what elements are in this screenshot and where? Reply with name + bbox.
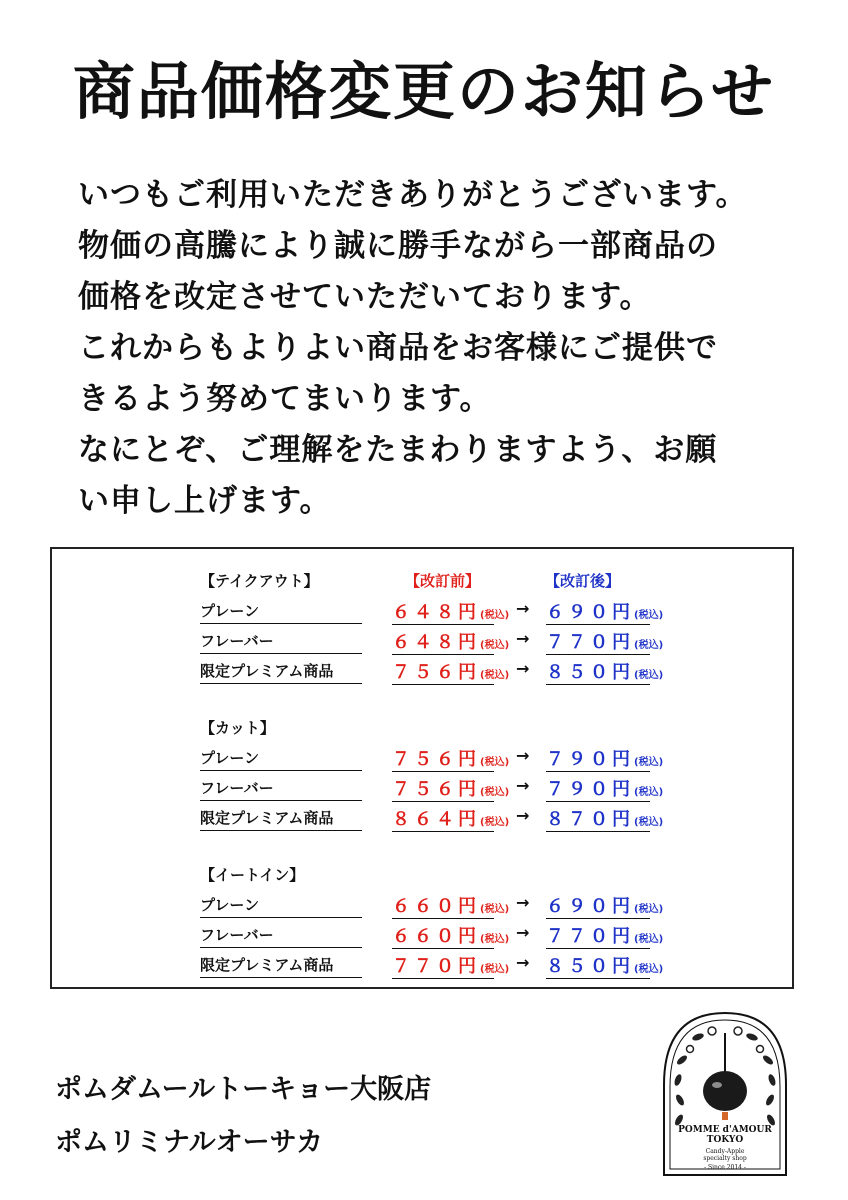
shop-logo [650, 1005, 800, 1183]
price-row [200, 626, 670, 656]
price-row [200, 596, 670, 626]
price-after-value: ７７０円 [546, 926, 634, 947]
price-after-value: ８５０円 [546, 662, 634, 683]
tax-label: (税込) [634, 670, 664, 681]
tax-label: (税込) [634, 787, 664, 798]
price-after [546, 658, 664, 685]
price-before-value: ６４８円 [392, 632, 480, 653]
column-headers [200, 570, 660, 592]
notice-line: これからもよりよい商品をお客様にご提供で [78, 330, 718, 366]
price-before-value: ７５６円 [392, 662, 480, 683]
price-after-value: ７９０円 [546, 779, 634, 800]
price-after [546, 922, 664, 949]
price-row [200, 950, 670, 980]
price-after-value: ８７０円 [546, 809, 634, 830]
tax-label: (税込) [634, 904, 664, 915]
tax-label: (税込) [480, 964, 510, 975]
product-name: プレーン [200, 600, 362, 624]
tax-label: (税込) [480, 817, 510, 828]
store-name-primary: ポムダムールトーキョー大阪店 [55, 1074, 432, 1105]
arrow-right-icon: → [516, 953, 530, 972]
section-header-takeout: 【テイクアウト】 [200, 572, 319, 590]
price-table-box [50, 547, 794, 989]
price-before [392, 745, 510, 772]
price-before [392, 805, 510, 832]
logo-tagline1: Candy-Apple [705, 1148, 745, 1155]
price-section [200, 596, 670, 686]
price-before-value: ７５６円 [392, 749, 480, 770]
arrow-right-icon: → [516, 923, 530, 942]
price-before [392, 922, 510, 949]
arrow-right-icon: → [516, 776, 530, 795]
price-before [392, 628, 510, 655]
tax-label: (税込) [634, 757, 664, 768]
price-row [200, 890, 670, 920]
price-after-value: ６９０円 [546, 602, 634, 623]
arrow-right-icon: → [516, 599, 530, 618]
price-row [200, 773, 670, 803]
notice-line: い申し上げます。 [78, 483, 332, 519]
price-after [546, 628, 664, 655]
tax-label: (税込) [480, 787, 510, 798]
price-after [546, 598, 664, 625]
price-after-value: ８５０円 [546, 956, 634, 977]
tax-label: (税込) [480, 934, 510, 945]
tax-label: (税込) [480, 757, 510, 768]
section-title: 【イートイン】 [200, 866, 305, 884]
product-name: 限定プレミアム商品 [200, 954, 362, 978]
tax-label: (税込) [480, 904, 510, 915]
price-after-value: ６９０円 [546, 896, 634, 917]
price-before [392, 892, 510, 919]
header-before-revision: 【改訂前】 [405, 572, 481, 590]
price-before [392, 598, 510, 625]
price-section [200, 864, 670, 980]
logo-since: - Since 2014 - [704, 1164, 746, 1171]
logo-tagline2: specialty shop [703, 1155, 747, 1162]
price-row [200, 656, 670, 686]
price-row [200, 803, 670, 833]
price-row [200, 743, 670, 773]
tax-label: (税込) [634, 934, 664, 945]
product-name: フレーバー [200, 924, 362, 948]
notice-line: きるよう努めてまいります。 [78, 381, 492, 417]
product-name: プレーン [200, 894, 362, 918]
price-after-value: ７７０円 [546, 632, 634, 653]
price-before-value: ７５６円 [392, 779, 480, 800]
tax-label: (税込) [480, 670, 510, 681]
notice-line: 価格を改定させていただいております。 [78, 279, 652, 315]
product-name: プレーン [200, 747, 362, 771]
price-before-value: ６６０円 [392, 926, 480, 947]
product-name: フレーバー [200, 630, 362, 654]
price-row [200, 920, 670, 950]
product-name: フレーバー [200, 777, 362, 801]
price-after-value: ７９０円 [546, 749, 634, 770]
price-after [546, 805, 664, 832]
price-before [392, 658, 510, 685]
price-section [200, 717, 670, 833]
product-name: 限定プレミアム商品 [200, 660, 362, 684]
price-after [546, 952, 664, 979]
product-name: 限定プレミアム商品 [200, 807, 362, 831]
price-before [392, 952, 510, 979]
price-before-value: ６４８円 [392, 602, 480, 623]
price-before [392, 775, 510, 802]
arrow-right-icon: → [516, 746, 530, 765]
notice-line: なにとぞ、ご理解をたまわりますよう、お願 [78, 432, 718, 468]
arrow-right-icon: → [516, 893, 530, 912]
price-after [546, 892, 664, 919]
price-after [546, 775, 664, 802]
tax-label: (税込) [480, 640, 510, 651]
notice-line: いつもご利用いただきありがとうございます。 [78, 177, 748, 213]
price-before-value: ７７０円 [392, 956, 480, 977]
arrow-right-icon: → [516, 659, 530, 678]
logo-name-line2: TOKYO [706, 1135, 744, 1145]
arrow-right-icon: → [516, 806, 530, 825]
section-title: 【カット】 [200, 719, 275, 737]
notice-body [78, 170, 798, 527]
tax-label: (税込) [634, 817, 664, 828]
header-after-revision: 【改訂後】 [545, 572, 621, 590]
price-after [546, 745, 664, 772]
store-name-secondary: ポムリミナルオーサカ [55, 1127, 324, 1158]
notice-line: 物価の高騰により誠に勝手ながら一部商品の [78, 228, 718, 264]
price-before-value: ６６０円 [392, 896, 480, 917]
tax-label: (税込) [634, 640, 664, 651]
logo-name-line1: POMME d'AMOUR [678, 1125, 772, 1135]
store-names [55, 1063, 431, 1169]
page-title: 商品価格変更のお知らせ [72, 55, 776, 128]
arrow-right-icon: → [516, 629, 530, 648]
price-before-value: ８６４円 [392, 809, 480, 830]
tax-label: (税込) [634, 964, 664, 975]
tax-label: (税込) [634, 610, 664, 621]
tax-label: (税込) [480, 610, 510, 621]
